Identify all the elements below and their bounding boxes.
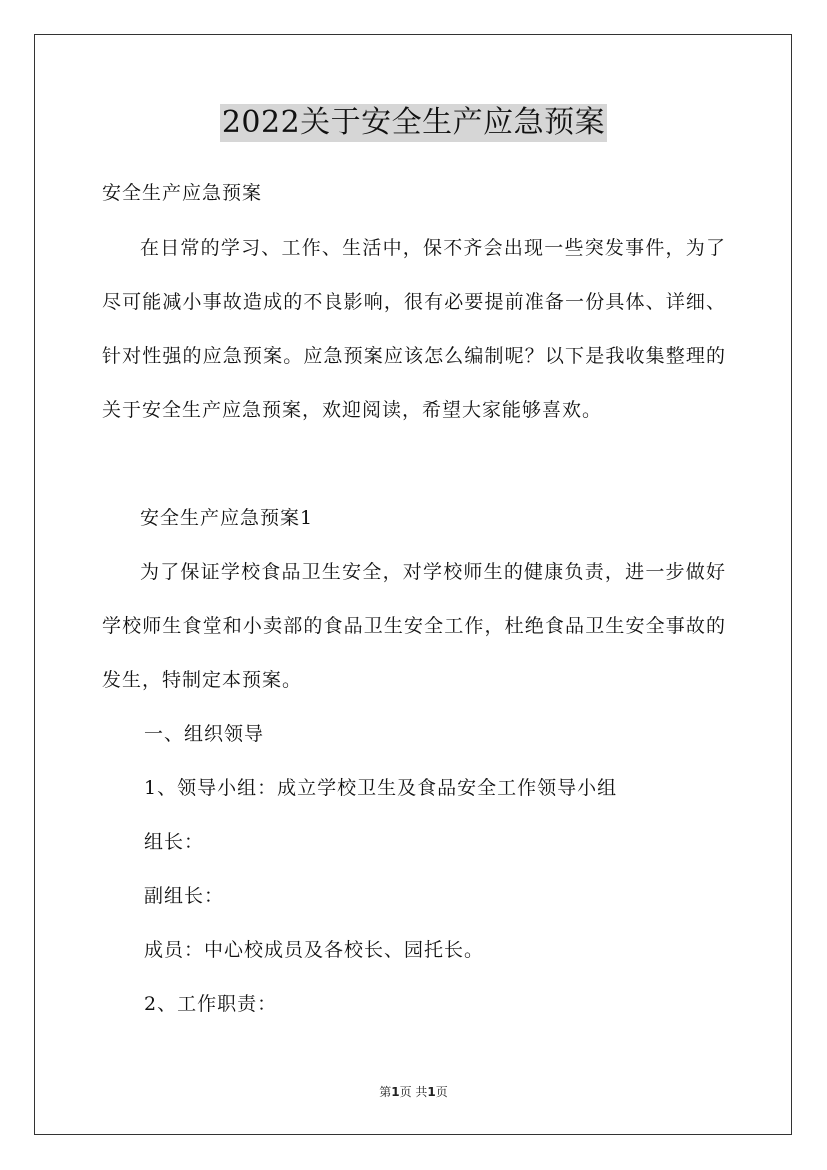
org-heading: 一、组织领导 xyxy=(144,723,265,745)
title-wrap xyxy=(0,104,827,142)
duties-line: 2、工作职责： xyxy=(144,993,278,1015)
head-line: 组长： xyxy=(144,831,205,853)
footer-prefix: 第 xyxy=(379,1085,392,1099)
intro-paragraph: 在日常的学习、工作、生活中，保不齐会出现一些突发事件，为了尽可能减小事故造成的不良影响，很有必要提前准备一份具体、详细、针对性强的应急预案。应急预案应该怎么编制呢？以下是我收集整理的关于安全生产应急预案，欢迎阅读，希望大家能够喜欢。 xyxy=(102,237,726,421)
vice-head-line: 副组长： xyxy=(144,885,225,907)
section-heading: 安全生产应急预案1 xyxy=(140,507,314,529)
leader-group-line: 1、领导小组：成立学校卫生及食品安全工作领导小组 xyxy=(144,777,618,799)
page-footer xyxy=(0,1083,827,1100)
footer-mid: 页 共 xyxy=(399,1085,428,1099)
footer-suffix: 页 xyxy=(435,1085,448,1099)
members-line: 成员：中心校成员及各校长、园托长。 xyxy=(144,939,485,961)
footer-page-total: 1 xyxy=(427,1085,436,1099)
footer-page-number: 1 xyxy=(391,1085,400,1099)
document-title: 2022关于安全生产应急预案 xyxy=(221,105,606,140)
document-subtitle: 安全生产应急预案 xyxy=(102,182,263,204)
section-intro-paragraph: 为了保证学校食品卫生安全，对学校师生的健康负责，进一步做好学校师生食堂和小卖部的食品卫生安全工作，杜绝食品卫生安全事故的发生，特制定本预案。 xyxy=(102,561,726,691)
